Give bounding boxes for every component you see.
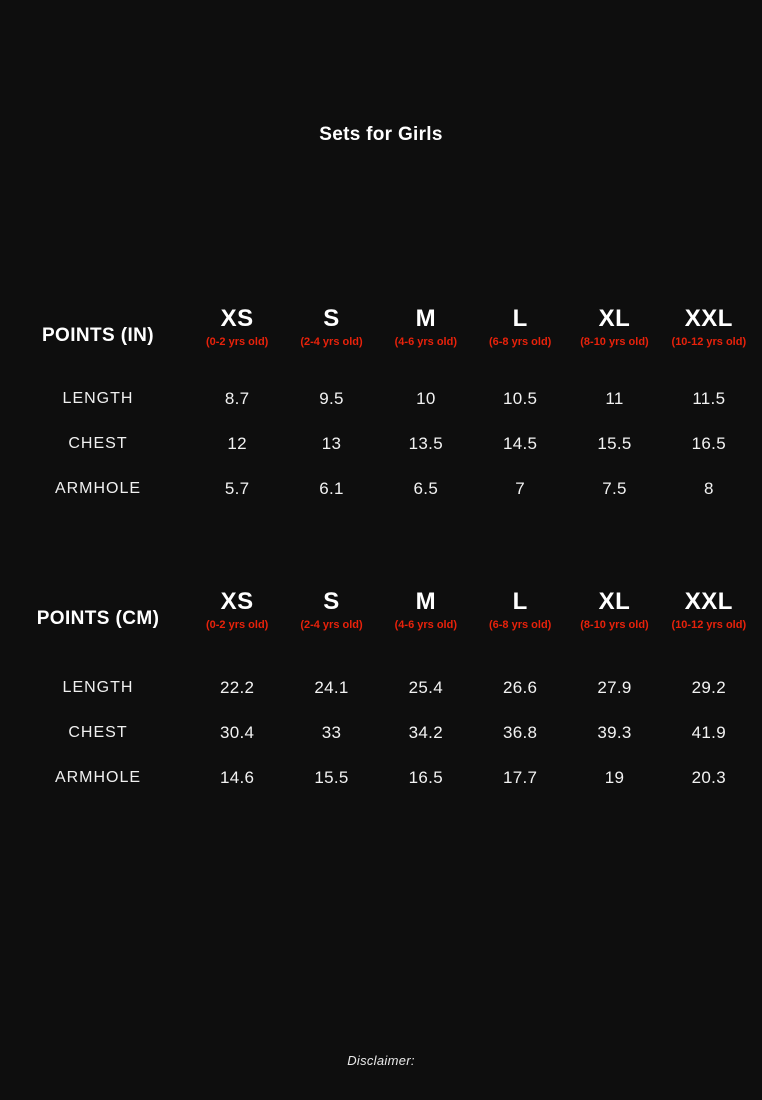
table-row-armhole-cm bbox=[6, 755, 756, 800]
measurement-cell: 10.5 bbox=[503, 388, 538, 408]
size-table-inches bbox=[6, 305, 756, 511]
measurement-cell: 33 bbox=[321, 722, 342, 742]
measurement-cell: 6.1 bbox=[319, 478, 344, 498]
table-body bbox=[6, 376, 756, 511]
table-row-chest-cm bbox=[6, 710, 756, 755]
measurement-cell: 29.2 bbox=[691, 677, 726, 697]
row-label: LENGTH bbox=[62, 678, 134, 696]
measurement-cell: 10 bbox=[416, 388, 436, 408]
size-label: M bbox=[415, 588, 437, 615]
measurement-cell: 14.6 bbox=[220, 767, 255, 787]
table-header-row bbox=[6, 588, 756, 650]
measurement-cell: 30.4 bbox=[220, 722, 255, 742]
row-label: ARMHOLE bbox=[54, 479, 142, 497]
table-row-chest-in bbox=[6, 421, 756, 466]
size-age-range: (0-2 yrs old) bbox=[205, 335, 269, 348]
size-column-header-xxl bbox=[662, 305, 756, 348]
measurement-cell: 20.3 bbox=[691, 767, 726, 787]
measurement-cell: 16.5 bbox=[691, 433, 726, 453]
size-label: XS bbox=[220, 588, 254, 615]
size-age-range: (4-6 yrs old) bbox=[394, 335, 457, 348]
measurement-cell: 6.5 bbox=[413, 478, 439, 498]
size-label: XL bbox=[598, 305, 631, 332]
size-table-cm bbox=[6, 588, 756, 800]
measurement-cell: 17.7 bbox=[503, 767, 538, 787]
size-label: L bbox=[512, 588, 528, 615]
size-age-range: (0-2 yrs old) bbox=[205, 618, 269, 631]
size-age-range: (2-4 yrs old) bbox=[300, 335, 363, 348]
size-column-header-m bbox=[379, 305, 473, 348]
size-age-range: (10-12 yrs old) bbox=[671, 618, 747, 631]
table-row-armhole-in bbox=[6, 466, 756, 511]
measurement-cell: 9.5 bbox=[319, 388, 344, 408]
measurement-cell: 22.2 bbox=[220, 677, 255, 697]
measurement-cell: 13.5 bbox=[408, 433, 443, 453]
measurement-cell: 41.9 bbox=[691, 722, 726, 742]
table-row-length-in bbox=[6, 376, 756, 421]
size-age-range: (2-4 yrs old) bbox=[300, 618, 363, 631]
measurement-cell: 14.5 bbox=[503, 433, 538, 453]
measurement-cell: 15.5 bbox=[597, 433, 632, 453]
size-age-range: (4-6 yrs old) bbox=[394, 618, 457, 631]
size-label: XL bbox=[598, 588, 631, 615]
size-label: S bbox=[323, 305, 340, 332]
size-column-header-xs bbox=[190, 305, 284, 348]
row-label: ARMHOLE bbox=[54, 768, 142, 786]
size-label: S bbox=[323, 588, 340, 615]
table-header-row bbox=[6, 305, 756, 367]
size-column-header-xl bbox=[567, 588, 661, 631]
row-label: CHEST bbox=[68, 434, 128, 452]
size-column-header-xl bbox=[567, 305, 661, 348]
measurement-cell: 27.9 bbox=[597, 677, 632, 697]
size-column-header-l bbox=[473, 305, 567, 348]
table-row-length-cm bbox=[6, 665, 756, 710]
size-age-range: (6-8 yrs old) bbox=[488, 618, 552, 631]
measurement-cell: 36.8 bbox=[503, 722, 538, 742]
size-column-header-l bbox=[473, 588, 567, 631]
measurement-cell: 24.1 bbox=[314, 677, 349, 697]
measurement-cell: 26.6 bbox=[503, 677, 538, 697]
measurement-cell: 8.7 bbox=[224, 388, 250, 408]
measurement-cell: 5.7 bbox=[224, 478, 250, 498]
measurement-cell: 13 bbox=[321, 433, 342, 453]
size-age-range: (10-12 yrs old) bbox=[671, 335, 747, 348]
measurement-cell: 39.3 bbox=[597, 722, 632, 742]
size-column-header-xs bbox=[190, 588, 284, 631]
disclaimer-label: Disclaimer: bbox=[347, 1053, 415, 1068]
measurement-cell: 8 bbox=[703, 478, 714, 498]
measurement-cell: 25.4 bbox=[408, 677, 443, 697]
measurement-cell: 11.5 bbox=[692, 388, 726, 408]
measurement-cell: 7.5 bbox=[602, 478, 627, 498]
table-body bbox=[6, 665, 756, 800]
points-cm-heading: POINTS (CM) bbox=[36, 608, 160, 629]
size-column-header-m bbox=[379, 588, 473, 631]
measurement-cell: 16.5 bbox=[408, 767, 443, 787]
size-label: L bbox=[512, 305, 528, 332]
row-label: LENGTH bbox=[62, 389, 134, 407]
measurement-cell: 11 bbox=[605, 388, 624, 408]
size-column-header-xxl bbox=[662, 588, 756, 631]
size-column-header-s bbox=[284, 305, 378, 348]
size-label: M bbox=[415, 305, 437, 332]
measurement-cell: 15.5 bbox=[314, 767, 349, 787]
measurement-cell: 34.2 bbox=[408, 722, 443, 742]
size-age-range: (8-10 yrs old) bbox=[580, 335, 649, 348]
size-age-range: (6-8 yrs old) bbox=[488, 335, 552, 348]
size-label: XXL bbox=[684, 305, 733, 332]
measurement-cell: 19 bbox=[604, 767, 625, 787]
size-age-range: (8-10 yrs old) bbox=[580, 618, 649, 631]
measurement-cell: 7 bbox=[515, 478, 526, 498]
page-title: Sets for Girls bbox=[319, 124, 443, 145]
size-label: XS bbox=[220, 305, 254, 332]
row-label: CHEST bbox=[68, 723, 128, 741]
points-in-heading: POINTS (IN) bbox=[41, 325, 155, 346]
size-column-header-s bbox=[284, 588, 378, 631]
measurement-cell: 12 bbox=[227, 433, 247, 453]
size-label: XXL bbox=[684, 588, 733, 615]
